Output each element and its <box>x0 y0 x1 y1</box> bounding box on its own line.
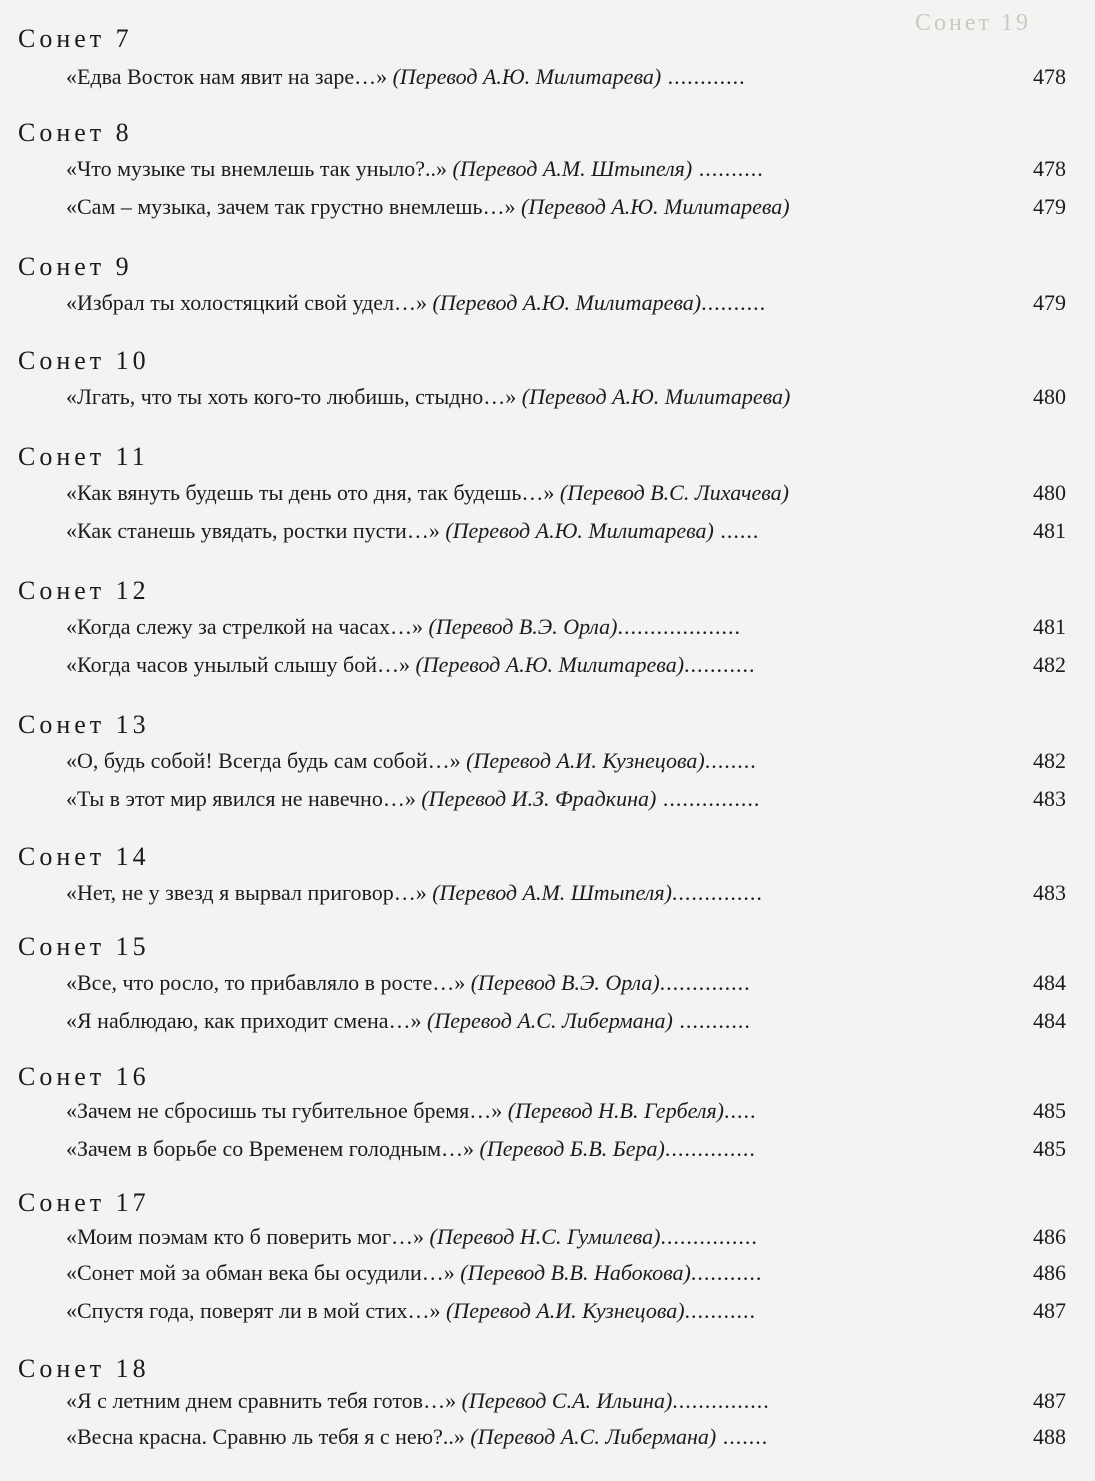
toc-entry <box>66 744 1066 778</box>
section-title: Сонет 15 <box>18 932 150 961</box>
entry-leader-dots: .......... <box>692 156 764 181</box>
entry-translator: (Перевод И.З. Фрадкина) <box>421 786 657 811</box>
toc-entry <box>66 380 1066 414</box>
entry-page-number: 483 <box>1027 782 1066 816</box>
toc-entry <box>66 1094 1066 1128</box>
entry-first-line: «Сам – музыка, зачем так грустно внемлешь…» <box>66 194 516 219</box>
entry-first-line: «Зачем в борьбе со Временем голодным…» <box>66 1136 474 1161</box>
entry-first-line: «Весна красна. Сравню ль тебя я с нею?..» <box>66 1424 465 1449</box>
toc-entry <box>66 476 1066 510</box>
section-title: Сонет 14 <box>18 842 150 871</box>
section-title: Сонет 13 <box>18 710 150 739</box>
entry-first-line: «Зачем не сбросишь ты губительное бремя…» <box>66 1098 503 1123</box>
entry-leader-dots: ..... <box>724 1098 757 1123</box>
entry-translator: (Перевод А.Ю. Милитарева) <box>415 652 685 677</box>
entry-page-number: 483 <box>1027 876 1066 910</box>
entry-page-number: 480 <box>1027 380 1066 414</box>
entry-page-number: 484 <box>1027 966 1066 1000</box>
entry-leader-dots: ............... <box>660 1224 758 1249</box>
entry-first-line: «О, будь собой! Всегда будь сам собой…» <box>66 748 461 773</box>
entry-translator: (Перевод В.Э. Орла) <box>428 614 618 639</box>
entry-page-number: 480 <box>1027 476 1066 510</box>
entry-translator: (Перевод А.Ю. Милитарева) <box>521 194 790 219</box>
section-title: Сонет 16 <box>18 1062 150 1091</box>
toc-entry <box>66 876 1066 910</box>
toc-entry <box>66 190 1066 224</box>
entry-translator: (Перевод С.А. Ильина) <box>461 1388 673 1413</box>
entry-page-number: 485 <box>1027 1094 1066 1128</box>
entry-first-line: «Я наблюдаю, как приходит смена…» <box>66 1008 422 1033</box>
entry-leader-dots: ............ <box>661 64 746 89</box>
entry-translator: (Перевод А.М. Штыпеля) <box>452 156 693 181</box>
toc-entry <box>66 648 1066 682</box>
section-title: Сонет 18 <box>18 1354 150 1383</box>
entry-leader-dots: ........... <box>690 1260 763 1285</box>
section-title: Сонет 11 <box>18 442 149 471</box>
entry-translator: (Перевод А.Ю. Милитарева) <box>445 518 714 543</box>
toc-entry <box>66 966 1066 1000</box>
entry-first-line: «Нет, не у звезд я вырвал приговор…» <box>66 880 427 905</box>
entry-translator: (Перевод Н.В. Гербеля) <box>507 1098 724 1123</box>
entry-leader-dots: .............. <box>664 1136 756 1161</box>
toc-entry <box>66 152 1066 186</box>
entry-translator: (Перевод А.Ю. Милитарева) <box>392 64 662 89</box>
entry-translator: (Перевод Н.С. Гумилева) <box>429 1224 661 1249</box>
toc-entry <box>66 1294 1066 1328</box>
entry-first-line: «Все, что росло, то прибавляло в росте…» <box>66 970 466 995</box>
toc-entry <box>66 782 1066 816</box>
entry-first-line: «Ты в этот мир явился не навечно…» <box>66 786 416 811</box>
entry-translator: (Перевод А.С. Либермана) <box>470 1424 717 1449</box>
entry-page-number: 478 <box>1027 60 1066 94</box>
entry-translator: (Перевод А.И. Кузнецова) <box>466 748 705 773</box>
entry-page-number: 488 <box>1027 1420 1066 1454</box>
entry-translator: (Перевод А.Ю. Милитарева) <box>521 384 791 409</box>
entry-leader-dots: ....... <box>716 1424 769 1449</box>
entry-first-line: «Когда часов унылый слышу бой…» <box>66 652 410 677</box>
entry-leader-dots: .......... <box>701 290 767 315</box>
entry-page-number: 485 <box>1027 1132 1066 1166</box>
entry-translator: (Перевод В.Э. Орла) <box>470 970 660 995</box>
entry-page-number: 482 <box>1027 648 1066 682</box>
section-title: Сонет 8 <box>18 118 133 147</box>
entry-first-line: «Сонет мой за обман века бы осудили…» <box>66 1260 455 1285</box>
section-title: Сонет 10 <box>18 346 150 375</box>
entry-page-number: 479 <box>1027 190 1066 224</box>
section-title: Сонет 17 <box>18 1188 150 1217</box>
entry-first-line: «Лгать, что ты хоть кого-то любишь, стыдно…» <box>66 384 517 409</box>
entry-translator: (Перевод В.В. Набокова) <box>460 1260 691 1285</box>
entry-translator: (Перевод А.Ю. Милитарева) <box>432 290 702 315</box>
entry-first-line: «Когда слежу за стрелкой на часах…» <box>66 614 424 639</box>
toc-entry <box>66 1256 1066 1290</box>
entry-leader-dots: ........... <box>684 652 756 677</box>
entry-translator: (Перевод Б.В. Бера) <box>479 1136 665 1161</box>
entry-page-number: 487 <box>1027 1384 1066 1418</box>
section-title: Сонет 7 <box>18 24 133 53</box>
entry-first-line: «Моим поэмам кто б поверить мог…» <box>66 1224 425 1249</box>
toc-entry <box>66 1384 1066 1418</box>
entry-first-line: «Едва Восток нам явит на заре…» <box>66 64 388 89</box>
entry-leader-dots: ................... <box>617 614 741 639</box>
entry-page-number: 482 <box>1027 744 1066 778</box>
entry-page-number: 487 <box>1027 1294 1066 1328</box>
entry-first-line: «Избрал ты холостяцкий свой удел…» <box>66 290 428 315</box>
entry-leader-dots: ........... <box>672 1008 751 1033</box>
toc-entry <box>66 514 1066 548</box>
section-title: Сонет 9 <box>18 252 133 281</box>
toc-entry <box>66 1220 1066 1254</box>
entry-page-number: 479 <box>1027 286 1066 320</box>
entry-leader-dots: .............. <box>671 880 763 905</box>
entry-first-line: «Как станешь увядать, ростки пусти…» <box>66 518 440 543</box>
entry-translator: (Перевод А.С. Либермана) <box>427 1008 673 1033</box>
section-title: Сонет 12 <box>18 576 150 605</box>
entry-translator: (Перевод А.М. Штыпеля) <box>432 880 672 905</box>
entry-leader-dots: .............. <box>659 970 751 995</box>
toc-entry <box>66 610 1066 644</box>
entry-page-number: 478 <box>1027 152 1066 186</box>
entry-leader-dots: ........ <box>704 748 757 773</box>
entry-page-number: 486 <box>1027 1220 1066 1254</box>
entry-page-number: 481 <box>1027 514 1066 548</box>
entry-first-line: «Спустя года, поверят ли в мой стих…» <box>66 1298 441 1323</box>
entry-leader-dots: ........... <box>684 1298 757 1323</box>
entry-page-number: 484 <box>1027 1004 1066 1038</box>
entry-leader-dots: ............... <box>656 786 761 811</box>
toc-entry <box>66 1420 1066 1454</box>
toc-entry <box>66 1004 1066 1038</box>
entry-first-line: «Что музыке ты внемлешь так уныло?..» <box>66 156 448 181</box>
toc-entry <box>66 286 1066 320</box>
entry-page-number: 481 <box>1027 610 1066 644</box>
entry-first-line: «Я с летним днем сравнить тебя готов…» <box>66 1388 457 1413</box>
entry-translator: (Перевод В.С. Лихачева) <box>559 480 789 505</box>
bleed-through-header: Сонет 19 <box>915 10 1031 36</box>
entry-leader-dots: ............... <box>672 1388 770 1413</box>
entry-translator: (Перевод А.И. Кузнецова) <box>445 1298 685 1323</box>
entry-page-number: 486 <box>1027 1256 1066 1290</box>
entry-first-line: «Как вянуть будешь ты день ото дня, так будешь…» <box>66 480 555 505</box>
toc-entry <box>66 1132 1066 1166</box>
entry-leader-dots: ...... <box>713 518 760 543</box>
toc-entry <box>66 60 1066 94</box>
